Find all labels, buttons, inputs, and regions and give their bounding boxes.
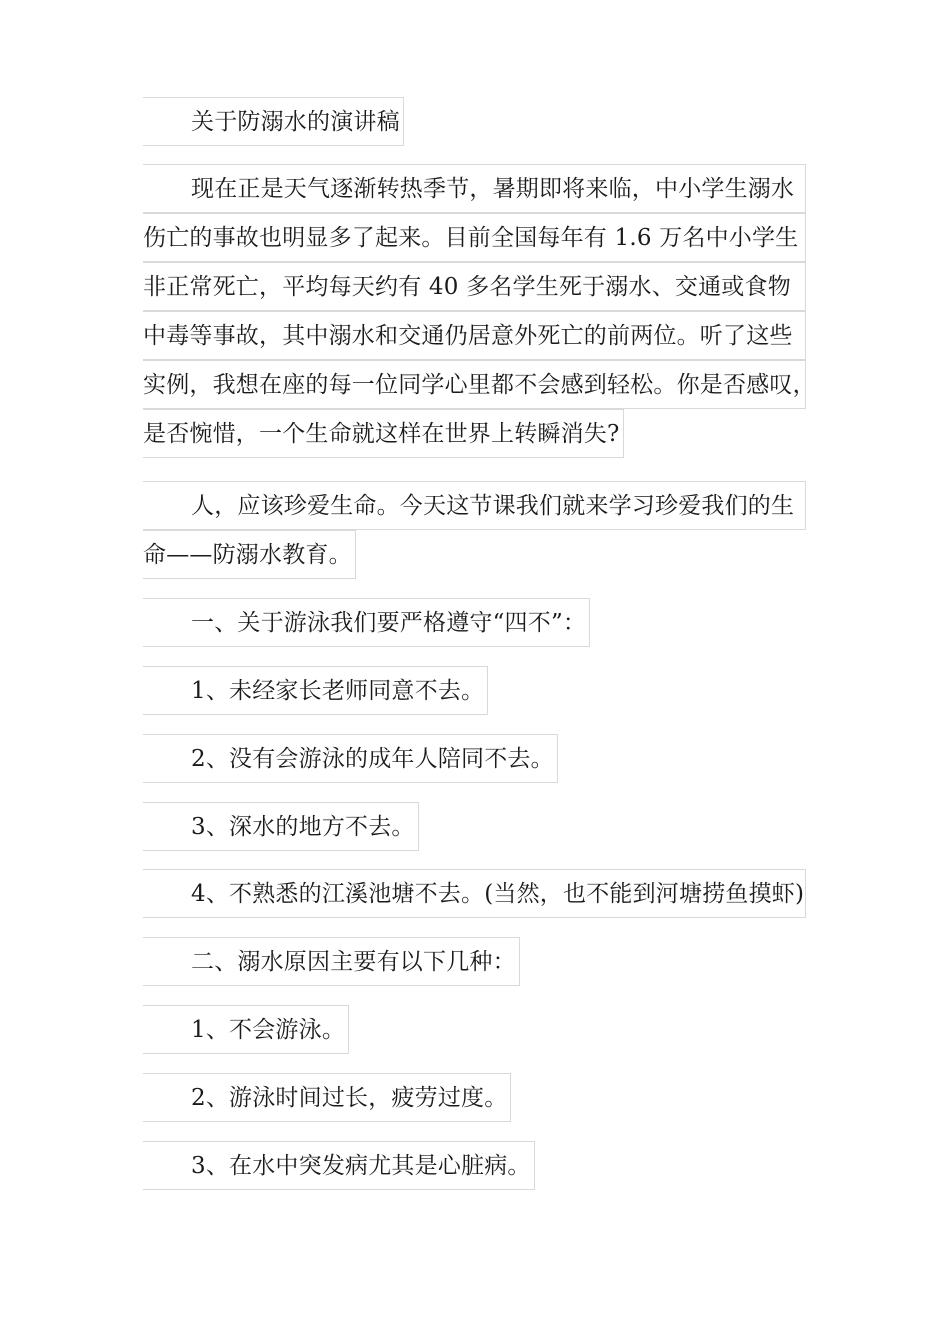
- list-item: [143, 1141, 535, 1190]
- section-2-item-1: [143, 1005, 349, 1054]
- list-item: [143, 734, 558, 783]
- paragraph-1-line-6: [143, 409, 806, 458]
- section-1-item-2: [143, 734, 558, 783]
- paragraph-line-text: 中毒等事故，其中溺水和交通仍居意外死亡的前两位。听了这些: [143, 311, 806, 360]
- section-heading-text: 一、关于游泳我们要严格遵守“四不”：: [143, 598, 590, 647]
- list-item: [143, 1073, 511, 1122]
- paragraph-line-text: 现在正是天气逐渐转热季节，暑期即将来临，中小学生溺水: [143, 164, 806, 213]
- paragraph-line-text: 伤亡的事故也明显多了起来。目前全国每年有 1.6 万名中小学生: [143, 213, 806, 262]
- list-item: [143, 666, 488, 715]
- paragraph-1-line-5: [143, 360, 816, 409]
- document-title-block: [143, 97, 404, 146]
- section-1-heading-block: [143, 598, 590, 647]
- list-item-text: 2、没有会游泳的成年人陪同不去。: [143, 734, 558, 783]
- list-item: [143, 802, 419, 851]
- paragraph-1-line-2: [143, 213, 806, 262]
- list-item: [143, 869, 806, 918]
- section-1-item-1: [143, 666, 488, 715]
- list-item-text: 2、游泳时间过长，疲劳过度。: [143, 1073, 511, 1122]
- paragraph-line-text: 人，应该珍爱生命。今天这节课我们就来学习珍爱我们的生: [143, 481, 806, 530]
- list-item-text: 3、在水中突发病尤其是心脏病。: [143, 1141, 535, 1190]
- section-2-item-3: [143, 1141, 535, 1190]
- list-item-text: 1、不会游泳。: [143, 1005, 349, 1054]
- section-heading-text: 二、溺水原因主要有以下几种：: [143, 937, 520, 986]
- section-2-heading: [143, 937, 520, 986]
- paragraph-line-text: 实例，我想在座的每一位同学心里都不会感到轻松。你是否感叹，: [143, 360, 806, 409]
- paragraph-line-text: 非正常死亡，平均每天约有 40 多名学生死于溺水、交通或食物: [143, 262, 806, 311]
- paragraph-1-line-3: [143, 262, 806, 311]
- paragraph-2: [143, 481, 806, 579]
- section-2-item-2: [143, 1073, 511, 1122]
- paragraph-1-line-1: [143, 164, 806, 213]
- list-item-text: 4、不熟悉的江溪池塘不去。(当然，也不能到河塘捞鱼摸虾): [143, 869, 806, 918]
- document-title-text: 关于防溺水的演讲稿: [143, 97, 404, 146]
- section-1-heading: [143, 598, 590, 647]
- paragraph-2-line-2: [143, 530, 806, 579]
- list-item: [143, 1005, 349, 1054]
- paragraph-1-line-4: [143, 311, 806, 360]
- paragraph-2-line-1: [143, 481, 806, 530]
- list-item-text: 3、深水的地方不去。: [143, 802, 419, 851]
- paragraph-line-text: 是否惋惜，一个生命就这样在世界上转瞬消失?: [143, 409, 624, 458]
- section-2-heading-block: [143, 937, 520, 986]
- paragraph-1: [143, 164, 816, 458]
- section-1-item-3: [143, 802, 419, 851]
- paragraph-line-text: 命——防溺水教育。: [143, 530, 356, 579]
- list-item-text: 1、未经家长老师同意不去。: [143, 666, 488, 715]
- section-1-item-4: [143, 869, 806, 918]
- document-title: [143, 97, 404, 146]
